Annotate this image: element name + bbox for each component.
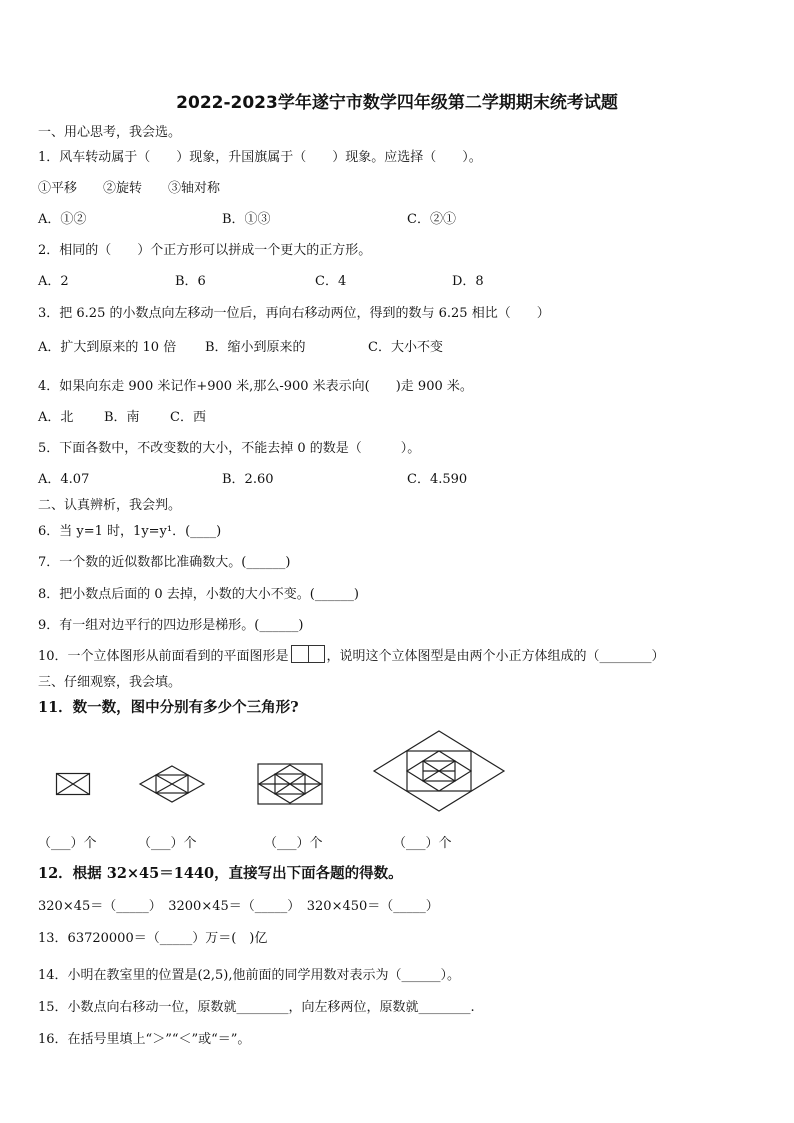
question-5-option-b[interactable]: B．2.60 [222, 472, 274, 487]
question-5-stem: 5．下面各数中，不改变数的大小，不能去掉 0 的数是（ ）。 [38, 441, 421, 456]
question-12-equations: 320×45＝（_____） 3200×45＝（_____） 320×450＝（_____） [38, 899, 439, 914]
triangle-figure-3 [257, 763, 323, 805]
question-12-stem: 12．根据 32×45＝1440，直接写出下面各题的得数。 [38, 865, 403, 882]
question-2-stem: 2．相同的（ ）个正方形可以拼成一个更大的正方形。 [38, 243, 372, 258]
question-1-stem: 1．风车转动属于（ ）现象，升国旗属于（ ）现象。应选择（ ）。 [38, 150, 482, 165]
question-5-option-a[interactable]: A．4.07 [38, 472, 90, 487]
question-3-option-a[interactable]: A．扩大到原来的 10 倍 [38, 340, 177, 355]
question-2-option-a[interactable]: A．2 [38, 274, 69, 289]
question-2-option-d[interactable]: D．8 [452, 274, 484, 289]
question-3-option-c[interactable]: C．大小不变 [368, 340, 443, 355]
figure-3-answer[interactable]: （___）个 [264, 836, 323, 851]
question-1-option-b[interactable]: B．①③ [222, 212, 271, 227]
question-10-text-after: ，说明这个立体图型是由两个小正方体组成的（________） [326, 649, 665, 664]
question-1-choices: ①平移 ②旋转 ③轴对称 [38, 181, 221, 196]
figure-2-answer[interactable]: （___）个 [138, 836, 197, 851]
question-8: 8．把小数点后面的 0 去掉，小数的大小不变。(______) [38, 587, 359, 602]
question-3-option-b[interactable]: B．缩小到原来的 [205, 340, 306, 355]
question-4-stem: 4．如果向东走 900 米记作+900 米,那么-900 米表示向( )走 900 米。 [38, 379, 473, 394]
question-2-option-b[interactable]: B．6 [175, 274, 206, 289]
section-heading-1: 一、用心思考，我会选。 [38, 125, 182, 140]
question-7: 7．一个数的近似数都比准确数大。(______) [38, 555, 291, 570]
section-heading-3: 三、仔细观察，我会填。 [38, 675, 182, 690]
question-16: 16．在括号里填上“＞”“＜”或“＝”。 [38, 1032, 251, 1047]
question-1-option-a[interactable]: A．①② [38, 212, 87, 227]
question-13: 13．63720000＝（_____）万＝( )亿 [38, 931, 268, 946]
question-9: 9．有一组对边平行的四边形是梯形。(______) [38, 618, 304, 633]
figure-1-answer[interactable]: （___）个 [38, 836, 97, 851]
question-4-option-a[interactable]: A．北 [38, 410, 74, 425]
question-10-text-before: 10．一个立体图形从前面看到的平面图形是 [38, 649, 289, 664]
question-14: 14．小明在教室里的位置是(2,5),他前面的同学用数对表示为（______）。 [38, 968, 460, 983]
triangle-figure-4 [373, 730, 505, 812]
question-11-stem: 11．数一数，图中分别有多少个三角形? [38, 699, 299, 716]
question-1-option-c[interactable]: C．②① [407, 212, 456, 227]
question-3-stem: 3．把 6.25 的小数点向左移动一位后，再向右移动两位，得到的数与 6.25 相比（ ） [38, 306, 550, 321]
question-4-option-c[interactable]: C．西 [170, 410, 206, 425]
triangle-figure-2 [139, 765, 205, 803]
triangle-figure-1 [56, 773, 90, 795]
question-2-option-c[interactable]: C．4 [315, 274, 347, 289]
figure-4-answer[interactable]: （___）个 [393, 836, 452, 851]
two-squares-figure [291, 645, 325, 663]
page-title: 2022-2023学年遂宁市数学四年级第二学期期末统考试题 [176, 93, 618, 113]
question-10 [38, 645, 665, 664]
question-5-option-c[interactable]: C．4.590 [407, 472, 468, 487]
question-15: 15．小数点向右移动一位，原数就________，向左移两位，原数就________. [38, 1000, 475, 1015]
section-heading-2: 二、认真辨析，我会判。 [38, 498, 182, 513]
question-6: 6．当 y=1 时，1y=y¹．(____) [38, 524, 222, 539]
question-4-option-b[interactable]: B．南 [104, 410, 140, 425]
